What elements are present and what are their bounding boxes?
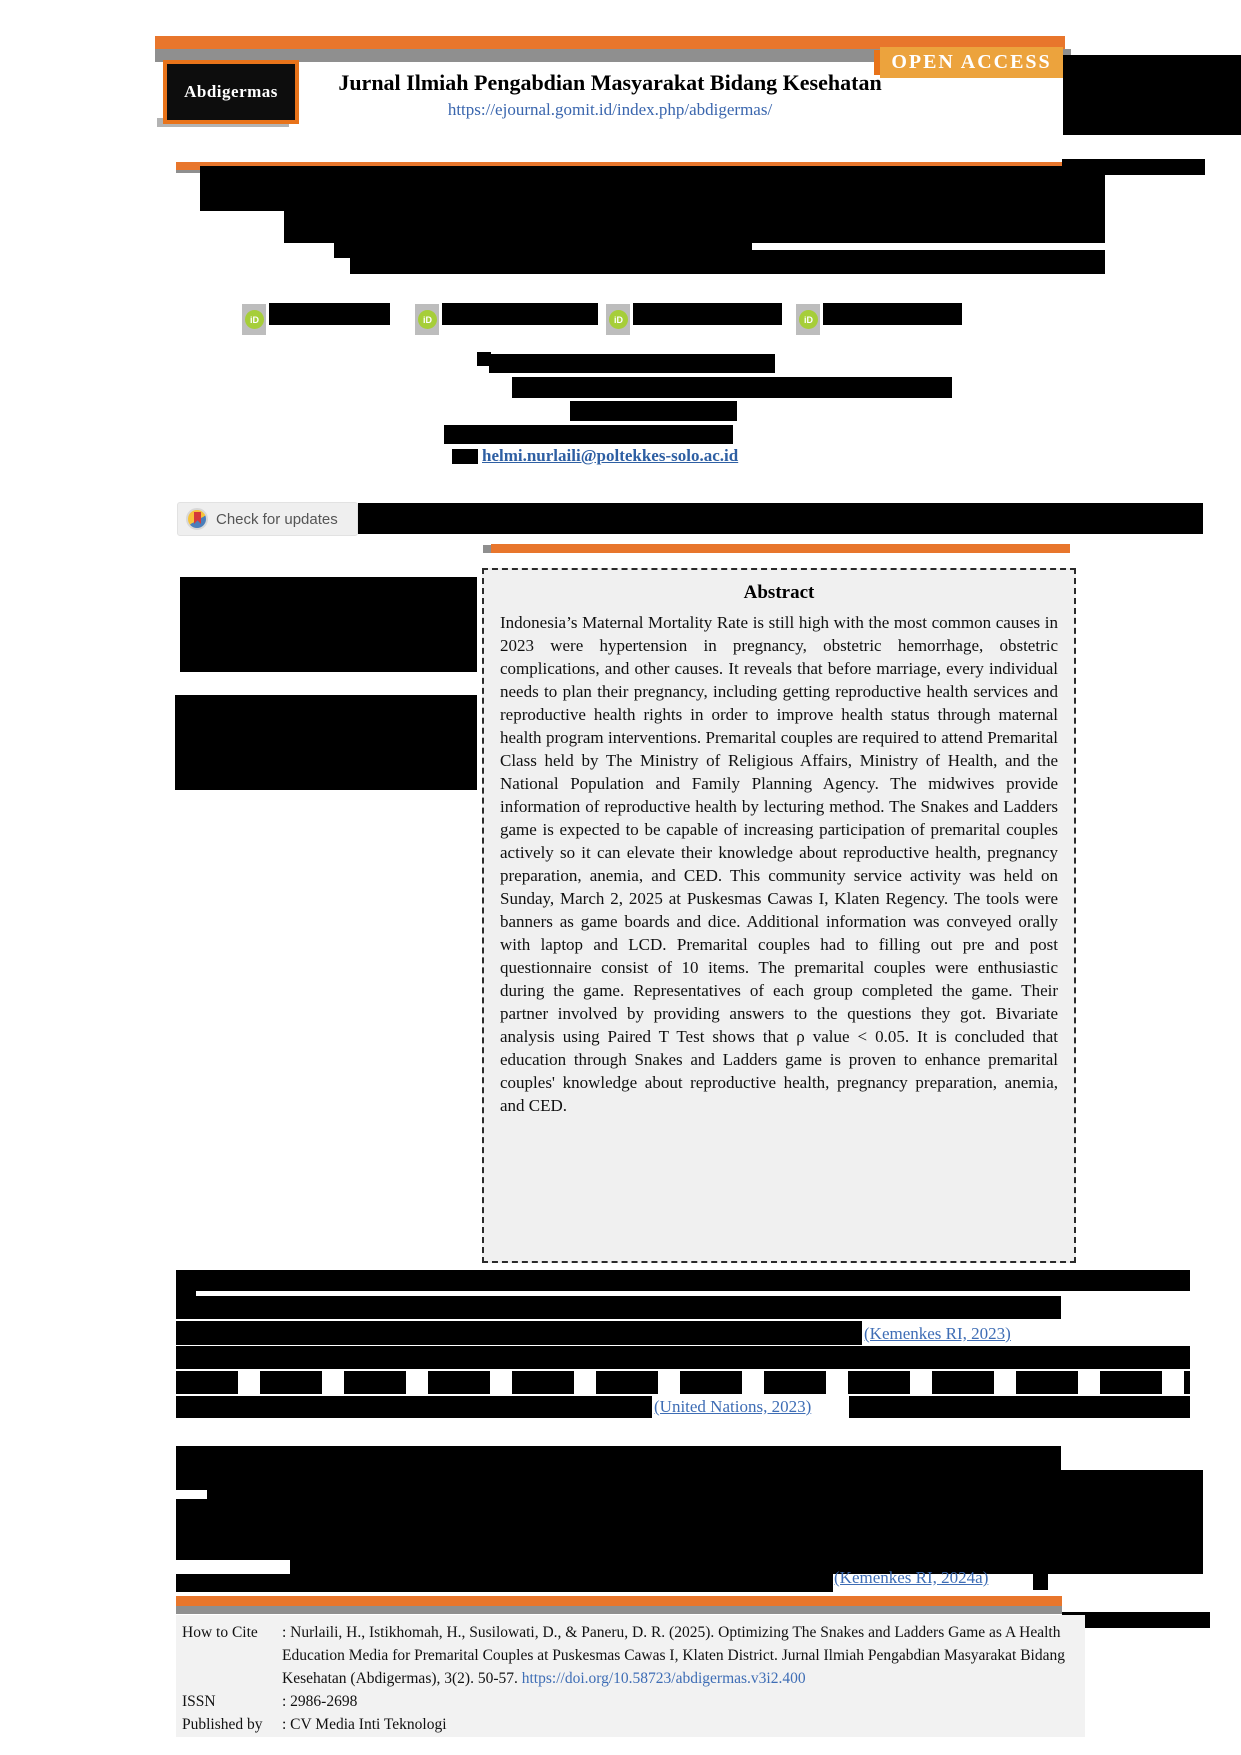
abstract-text: Indonesia’s Maternal Mortality Rate is still high with the most common causes in 2023 were hypertension in pregnancy, obstetric hemorrhage, obstetric complications, and other causes. It reveals that before marriage, every individual needs to plan their pregnancy, including getting reproductive health services and reproductive health rights in order to improve health status through maternal health program interventions. Premarital couples are required to attend Premarital Class held by The Ministry of Religious Affairs, Ministry of Health, and the National Population and Family Planning Agency. The midwives provide information of reproductive health by lecturing method. The Snakes and Ladders game is expected to be capable of increasing participation of premarital couples actively so it can elevate their knowledge about reproductive health, pregnancy preparation, anemia, and CED. This community service activity was held on Sunday, March 2, 2025 at Puskesmas Cawas I, Klaten Regency. The tools were banners as game boards and dice. Additional information was conveyed orally with laptop and LCD. Premarital couples had to filling out pre and post questionnaire consist of 10 items. The premarital couples were enthusiastic during the game. Representatives of each group completed the game. Their partner involved by providing answers to the questions they got. Bivariate analysis using Paired T Test shows that ρ value < 0.05. It is concluded that education through Snakes and Ladders game is proven to enhance premarital couples' knowledge about reproductive health, pregnancy preparation, anemia, and CED. <box>500 613 1058 1115</box>
citation-value <box>282 1621 1077 1690</box>
published-by-row <box>182 1713 1077 1736</box>
issn-row <box>182 1690 1077 1713</box>
redacted-paragraph-line-gapped <box>176 1371 1190 1394</box>
redacted-author-name <box>823 303 962 325</box>
published-by-value: : CV Media Inti Teknologi <box>282 1716 447 1733</box>
redacted-section-heading-bar <box>176 1270 1190 1291</box>
published-by-label: Published by <box>182 1716 263 1733</box>
crossmark-logo-icon <box>186 508 208 530</box>
redacted-paragraph-line <box>176 1321 862 1345</box>
issn-value: : 2986-2698 <box>282 1693 358 1710</box>
abstract-box <box>482 568 1076 1263</box>
doi-link[interactable]: https://doi.org/10.58723/abdigermas.v3i2.400 <box>521 1670 806 1687</box>
citation-link-united-nations[interactable]: (United Nations, 2023) <box>654 1397 812 1416</box>
footer-orange-bar <box>176 1596 1062 1606</box>
redaction-gap <box>176 1490 207 1499</box>
redacted-paragraph-line <box>176 1296 1061 1319</box>
citation-link-kemenkes-2024a[interactable]: (Kemenkes RI, 2024a) <box>834 1568 989 1587</box>
how-to-cite-row <box>182 1621 1077 1690</box>
redacted-authors-line <box>350 250 1105 274</box>
redacted-author-name <box>442 303 598 325</box>
redacted-paragraph-line <box>176 1346 1190 1369</box>
envelope-icon <box>452 449 478 464</box>
redacted-header-corner-block <box>1063 55 1241 135</box>
redacted-author-name <box>269 303 390 325</box>
redacted-article-info-block <box>175 695 477 790</box>
footer-gray-bar <box>176 1606 1062 1614</box>
issn-label: ISSN <box>182 1693 216 1710</box>
open-access-badge[interactable]: OPEN ACCESS <box>880 47 1063 78</box>
orcid-icon[interactable]: iD <box>418 310 437 329</box>
check-for-updates-label: Check for updates <box>216 510 338 528</box>
redacted-affiliation-line-3 <box>570 401 737 421</box>
abstract-bar-gray-square <box>483 545 491 553</box>
abstract-heading: Abstract <box>743 582 815 603</box>
redacted-paragraph-line <box>176 1574 833 1592</box>
redacted-paragraph-line <box>290 1560 1203 1574</box>
redacted-paragraph-line <box>176 1396 652 1418</box>
redacted-affiliation-line-1 <box>489 354 775 373</box>
journal-title: Jurnal Ilmiah Pengabdian Masyarakat Bidang Kesehatan <box>338 70 882 95</box>
redacted-crossmark-row <box>358 503 1203 534</box>
redacted-affiliation-line-4 <box>444 425 733 444</box>
orcid-icon[interactable]: iD <box>609 310 628 329</box>
journal-url-link[interactable]: https://ejournal.gomit.id/index.php/abdigermas/ <box>447 100 773 119</box>
orcid-icon[interactable]: iD <box>799 310 818 329</box>
redacted-paragraph-tail <box>1033 1574 1048 1590</box>
redacted-paragraph-line <box>176 1446 1061 1470</box>
redacted-affiliation-line-2 <box>512 377 952 398</box>
how-to-cite-label: How to Cite <box>182 1624 258 1641</box>
correspondence-email-link[interactable]: helmi.nurlaili@poltekkes-solo.ac.id <box>482 446 739 465</box>
redacted-paragraph-block <box>176 1470 1203 1560</box>
redacted-keywords-block <box>180 577 477 672</box>
footer-citation-panel <box>176 1615 1085 1737</box>
abstract-orange-bar <box>491 544 1070 553</box>
citation-text: : Nurlaili, H., Istikhomah, H., Susilowati, D., & Paneru, D. R. (2025). Optimizing The Snakes and Ladders Game as A Health Education Media for Premarital Couples at Puskesmas Cawas I, Klaten District. Jurnal Ilmiah Pengabdian Masyarakat Bidang Kesehatan (Abdigermas), 3(2). 50-57. <box>282 1624 1065 1687</box>
redacted-author-name <box>633 303 782 325</box>
journal-logo-text: Abdigermas <box>184 82 278 101</box>
orcid-icon[interactable]: iD <box>245 310 264 329</box>
citation-link-kemenkes-2023[interactable]: (Kemenkes RI, 2023) <box>864 1324 1011 1343</box>
redacted-paragraph-line <box>849 1396 1190 1418</box>
check-for-updates-badge[interactable] <box>177 502 358 536</box>
